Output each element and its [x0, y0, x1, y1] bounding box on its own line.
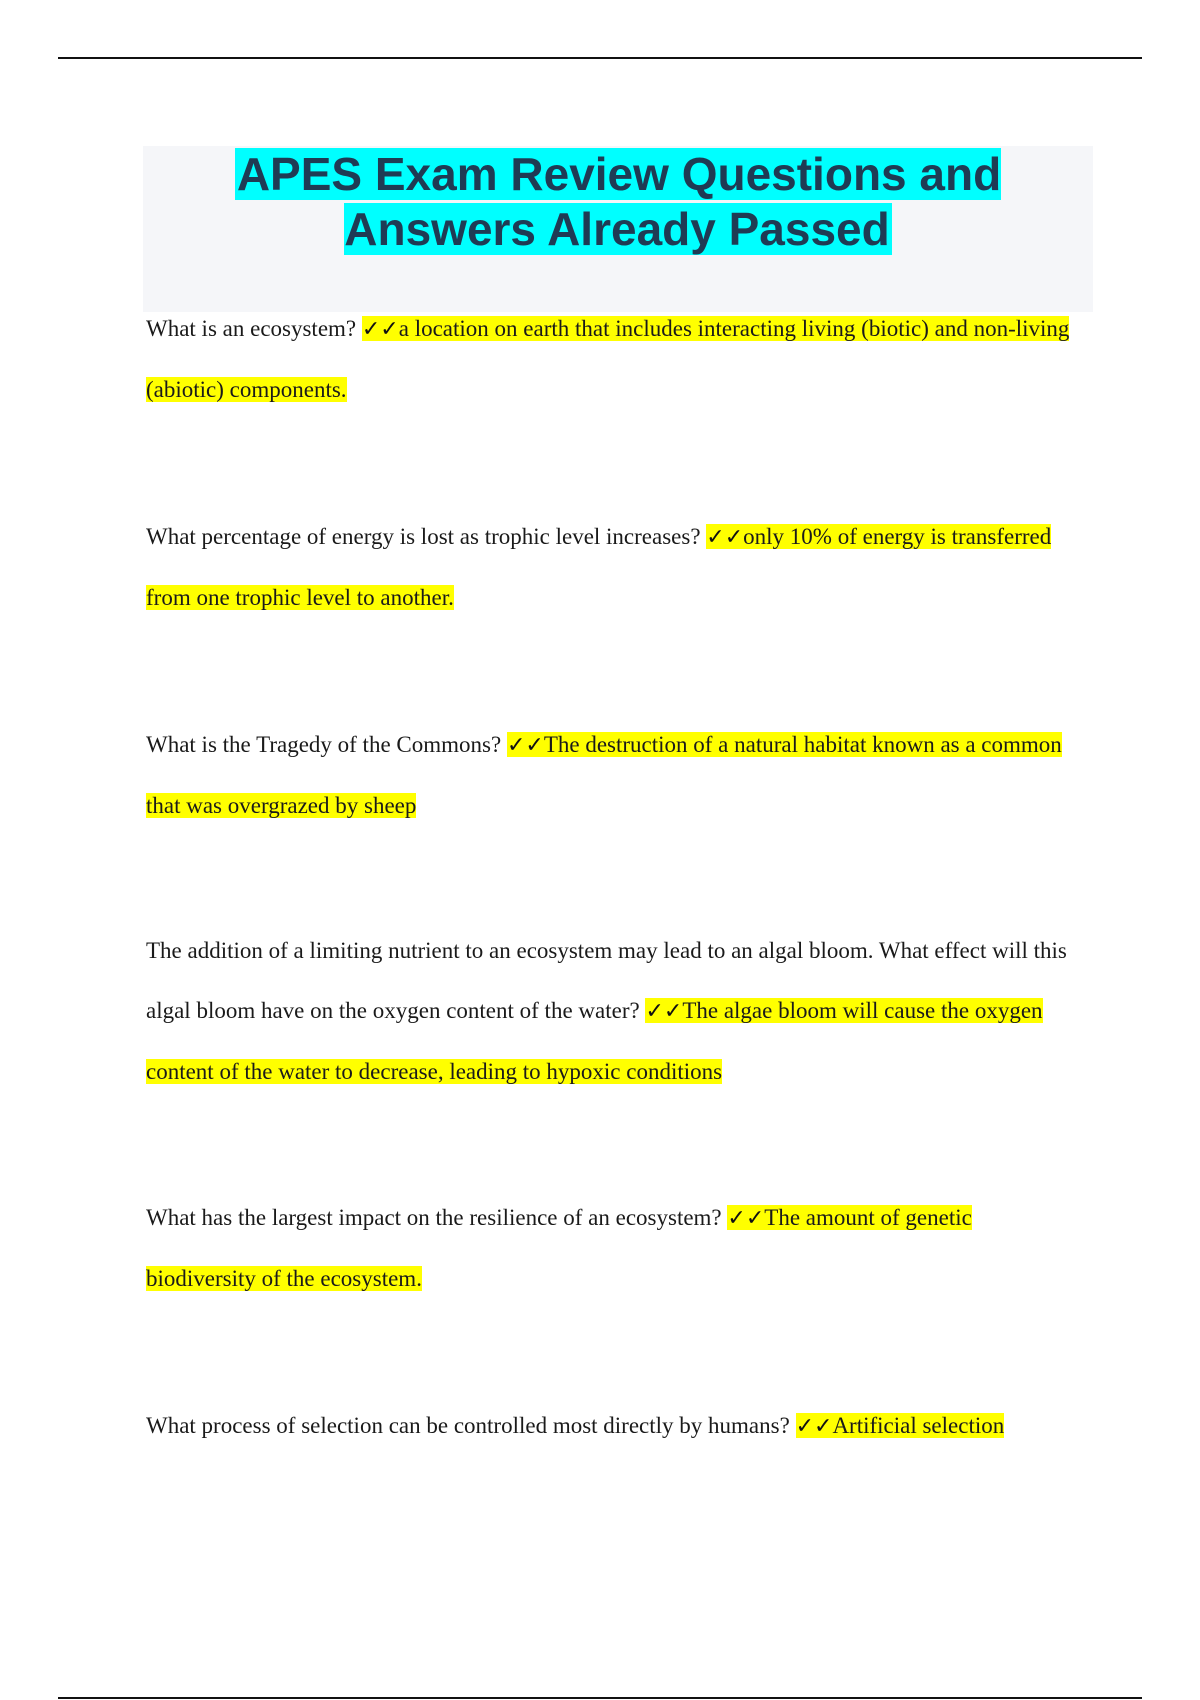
qa-item	[146, 1188, 1086, 1309]
double-check-icon: ✓✓	[506, 733, 544, 758]
answer-text: The algae bloom will cause the oxygen content of the water to decrease, leading to hypoxic conditions	[146, 998, 1043, 1084]
double-check-icon: ✓✓	[727, 1206, 765, 1231]
document-title: APES Exam Review Questions and Answers Already Passed	[236, 148, 1002, 255]
double-check-icon: ✓✓	[645, 999, 683, 1024]
double-check-icon: ✓✓	[706, 525, 744, 550]
answer-highlight	[796, 1413, 1005, 1438]
bottom-rule	[58, 1697, 1142, 1699]
answer-text: Artificial selection	[832, 1413, 1005, 1438]
double-check-icon: ✓✓	[795, 1414, 833, 1439]
question-text: What percentage of energy is lost as trophic level increases?	[146, 524, 707, 549]
qa-item	[146, 507, 1086, 628]
top-rule	[58, 57, 1142, 59]
question-text: What is the Tragedy of the Commons?	[146, 732, 507, 757]
qa-item	[146, 715, 1086, 836]
question-text: What is an ecosystem?	[146, 316, 362, 341]
question-text: The addition of a limiting nutrient to an ecosystem may lead to an algal bloom. What effect will this algal bloom have on the oxygen content of the water?	[146, 938, 1067, 1023]
answer-text: The amount of genetic biodiversity of the ecosystem.	[146, 1205, 972, 1291]
answer-text: only 10% of energy is transferred from one trophic level to another.	[146, 524, 1052, 610]
qa-item	[146, 921, 1086, 1102]
qa-item	[146, 299, 1086, 420]
double-check-icon: ✓✓	[361, 317, 399, 342]
question-text: What process of selection can be controlled most directly by humans?	[146, 1413, 796, 1438]
question-text: What has the largest impact on the resilience of an ecosystem?	[146, 1205, 728, 1230]
title-banner	[143, 146, 1093, 312]
qa-item	[146, 1396, 1086, 1457]
answer-text: a location on earth that includes interacting living (biotic) and non-living (abiotic) components.	[146, 316, 1070, 402]
answer-text: The destruction of a natural habitat known as a common that was overgrazed by sheep	[146, 732, 1062, 818]
